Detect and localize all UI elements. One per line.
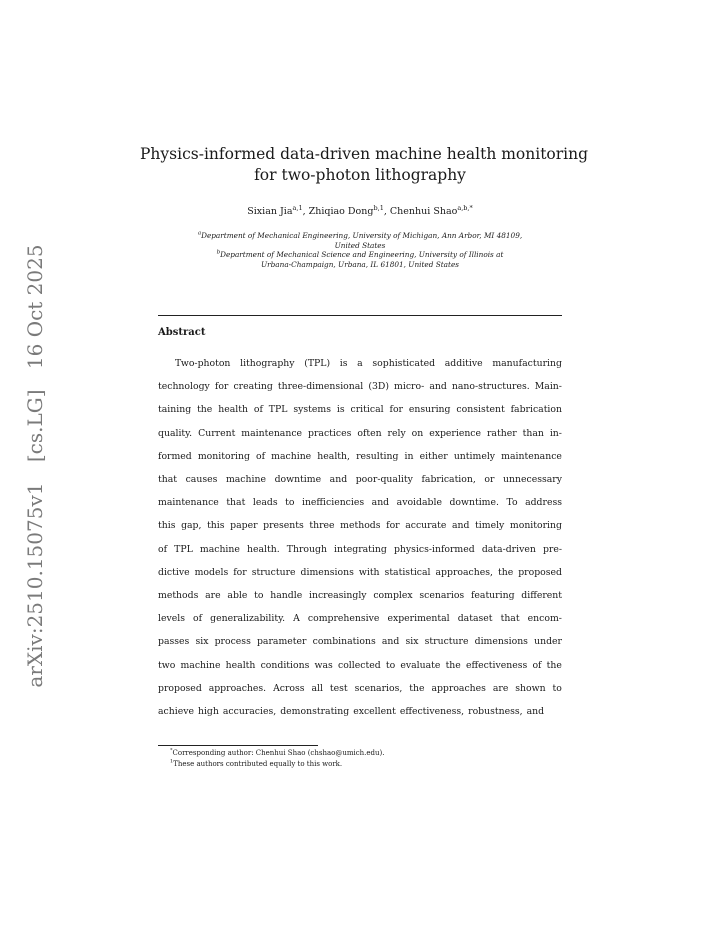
- abstract-word: for: [386, 520, 400, 532]
- abstract-word: systems: [293, 404, 331, 416]
- affiliation-mark: a: [197, 230, 202, 237]
- abstract-word: pre-: [542, 543, 562, 555]
- abstract-rule: [158, 315, 562, 316]
- abstract-word: (TPL): [304, 358, 331, 369]
- abstract-word: six: [405, 636, 419, 648]
- abstract-line: [158, 544, 562, 556]
- footnote-rule: [158, 745, 318, 746]
- abstract-word: rather: [486, 427, 517, 439]
- abstract-word: was: [314, 659, 333, 671]
- abstract-word: three-dimensional: [277, 381, 364, 393]
- abstract-word: dictive: [158, 566, 190, 578]
- abstract-word: timely: [475, 520, 505, 532]
- abstract-word: approaches,: [435, 566, 493, 578]
- arxiv-identifier: [23, 244, 47, 687]
- abstract-word: structure: [251, 566, 296, 578]
- abstract-word: effectiveness: [465, 659, 528, 671]
- abstract-word: resulting: [356, 450, 399, 462]
- abstract-word: gap,: [181, 520, 202, 532]
- abstract-word: a: [357, 358, 363, 369]
- abstract-word: monitoring: [509, 520, 562, 532]
- abstract-word: TPL: [268, 404, 288, 416]
- author-name: Sixian Jia: [247, 206, 293, 217]
- abstract-word: experimental: [387, 613, 450, 625]
- abstract-word: methods: [158, 590, 199, 601]
- footnote-text: Corresponding author: Chenhui Shao (chshao@umich.edu).: [172, 749, 385, 757]
- abstract-word: are: [492, 682, 509, 694]
- abstract-word: maintenance: [158, 497, 219, 509]
- abstract-word: high: [197, 706, 219, 717]
- abstract-word: of: [532, 659, 542, 671]
- abstract-word: taining: [158, 404, 192, 416]
- footnote-mark: 1: [170, 758, 174, 765]
- abstract-word: additive: [444, 358, 483, 369]
- abstract-word: proposed: [518, 566, 562, 578]
- abstract-word: is: [339, 358, 348, 369]
- abstract-word: avoidable: [396, 497, 442, 509]
- abstract-word: accuracies,: [222, 706, 277, 717]
- author-affil-mark: a,b,*: [457, 203, 473, 212]
- abstract-word: to: [385, 659, 396, 671]
- abstract-word: methods: [340, 520, 381, 532]
- abstract-word: experience: [429, 427, 482, 439]
- abstract-word: demonstrating: [280, 706, 350, 717]
- abstract-word: and: [451, 520, 470, 532]
- abstract-word: are: [205, 590, 221, 601]
- abstract-word: and: [329, 474, 348, 485]
- affiliations: [140, 231, 580, 269]
- title-line: Physics-informed data-driven machine health monitoring: [140, 145, 589, 163]
- abstract-word: quality.: [158, 427, 193, 439]
- abstract-word: or: [484, 474, 495, 485]
- abstract-word: the: [409, 682, 425, 694]
- abstract-word: two: [158, 659, 176, 671]
- author-name: Zhiqiao Dong: [308, 206, 374, 217]
- abstract-word: scenarios: [419, 590, 465, 601]
- abstract-word: fabrication,: [421, 474, 476, 485]
- abstract-word: approaches.: [208, 682, 267, 694]
- abstract-word: practices: [308, 427, 352, 439]
- abstract-word: data-driven: [481, 543, 536, 555]
- abstract-word: is: [336, 404, 345, 416]
- abstract-word: and: [526, 706, 545, 717]
- abstract-word: conditions: [260, 659, 310, 671]
- footnote-corresponding: [170, 749, 384, 758]
- abstract-word: scenarios,: [354, 682, 403, 694]
- abstract-word: monitoring: [197, 450, 250, 462]
- abstract-word: passes: [158, 636, 190, 648]
- abstract-word: for: [233, 566, 247, 578]
- abstract-word: the: [197, 404, 213, 416]
- abstract-word: dimensions: [474, 636, 528, 648]
- abstract-word: of: [253, 404, 263, 416]
- abstract-word: this: [207, 520, 225, 532]
- abstract-word: and: [381, 636, 400, 648]
- abstract-word: and: [371, 497, 390, 509]
- abstract-word: Two-photon: [175, 358, 231, 369]
- abstract-word: (3D): [368, 381, 389, 393]
- abstract-line: [158, 636, 562, 648]
- abstract-line: [158, 613, 562, 625]
- abstract-word: To: [506, 497, 518, 509]
- abstract-word: that: [500, 613, 520, 625]
- abstract-word: for: [389, 404, 403, 416]
- abstract-word: maintenance: [501, 450, 562, 462]
- abstract-word: TPL: [174, 543, 193, 555]
- abstract-word: unnecessary: [503, 474, 562, 485]
- abstract-word: address: [525, 497, 562, 509]
- abstract-word: featuring: [470, 590, 515, 601]
- abstract-word: the: [445, 659, 461, 671]
- abstract-word: of: [158, 543, 168, 555]
- abstract-word: on: [411, 427, 424, 439]
- abstract-word: of: [256, 450, 266, 462]
- abstract-word: creating: [233, 381, 273, 393]
- affiliation-a-cont: United States: [334, 240, 386, 250]
- abstract-word: health: [225, 659, 256, 671]
- abstract-word: rely: [387, 427, 406, 439]
- abstract-word: than: [522, 427, 544, 439]
- abstract-word: micro-: [394, 381, 425, 393]
- abstract-word: that: [226, 497, 246, 509]
- abstract-line: [158, 683, 562, 695]
- abstract-word: poor-quality: [355, 474, 413, 485]
- abstract-word: for: [214, 381, 229, 393]
- arxiv-category: [cs.LG]: [23, 389, 47, 463]
- abstract-word: excellent: [353, 706, 396, 717]
- abstract-word: three: [309, 520, 335, 532]
- abstract-word: health,: [317, 450, 350, 462]
- abstract-line: [158, 404, 562, 416]
- abstract-word: six: [195, 636, 209, 648]
- abstract-word: under: [534, 636, 562, 648]
- abstract-word: comprehensive: [307, 613, 380, 625]
- affiliation-b-cont: Urbana-Champaign, Urbana, IL 61801, United States: [260, 259, 460, 269]
- abstract-word: shown: [515, 682, 546, 694]
- abstract-heading: Abstract: [158, 327, 206, 338]
- abstract-word: presents: [263, 520, 304, 532]
- abstract-word: leads: [252, 497, 278, 509]
- abstract-line: [158, 706, 562, 718]
- abstract-word: health.: [247, 543, 280, 555]
- abstract-word: of: [193, 613, 203, 625]
- abstract-word: sophisticated: [372, 358, 436, 369]
- abstract-word: complex: [373, 590, 413, 601]
- abstract-line: [158, 451, 562, 463]
- abstract-word: integrating: [334, 543, 387, 555]
- arxiv-date: 16 Oct 2025: [23, 244, 47, 370]
- abstract-line: [175, 358, 562, 370]
- abstract-line: [158, 590, 562, 602]
- abstract-line: [158, 474, 562, 486]
- abstract-word: accurate: [405, 520, 447, 532]
- abstract-word: A: [293, 613, 300, 625]
- abstract-word: dataset: [457, 613, 493, 625]
- abstract-word: with: [358, 566, 380, 578]
- abstract-word: downtime: [274, 474, 322, 485]
- footnote-text: These authors contributed equally to this work.: [173, 760, 343, 768]
- abstract-word: the: [546, 659, 562, 671]
- abstract-word: manufacturing: [492, 358, 562, 369]
- abstract-word: all: [311, 682, 323, 694]
- abstract-word: robustness,: [468, 706, 523, 717]
- abstract-word: combinations: [312, 636, 376, 648]
- title-line: for two-photon lithography: [254, 166, 466, 184]
- affiliation-text: Department of Mechanical Science and Engineering, University of Illinois at: [220, 250, 504, 260]
- abstract-word: achieve: [158, 706, 194, 717]
- abstract-word: approaches: [431, 682, 486, 694]
- author-affil-mark: a,1: [292, 203, 303, 212]
- abstract-word: Current: [198, 427, 236, 439]
- abstract-word: encom-: [527, 613, 562, 625]
- abstract-word: increasingly: [308, 590, 367, 601]
- abstract-word: critical: [350, 404, 384, 416]
- abstract-word: statistical: [384, 566, 431, 578]
- abstract-word: health: [218, 404, 248, 416]
- abstract-word: proposed: [158, 682, 202, 694]
- abstract-word: test: [329, 682, 348, 694]
- abstract-word: downtime.: [449, 497, 499, 509]
- abstract-line: [158, 660, 562, 672]
- footnote-mark: *: [170, 747, 173, 754]
- abstract-word: parameter: [256, 636, 307, 648]
- abstract-word: paper: [230, 520, 258, 532]
- abstract-word: process: [214, 636, 251, 648]
- abstract-word: to: [552, 682, 562, 694]
- abstract-word: lithography: [240, 358, 295, 369]
- abstract-word: fabrication: [510, 404, 562, 416]
- abstract-word: handle: [270, 590, 303, 601]
- author-name: Chenhui Shao: [389, 206, 458, 217]
- abstract-word: evaluate: [400, 659, 441, 671]
- abstract-word: dimensions: [300, 566, 354, 578]
- abstract-word: either: [419, 450, 448, 462]
- author-affil-mark: b,1: [373, 203, 384, 212]
- abstract-word: able: [227, 590, 248, 601]
- abstract-word: Through: [286, 543, 327, 555]
- abstract-word: causes: [185, 474, 218, 485]
- abstract-line: [158, 567, 562, 579]
- abstract-word: ensuring: [408, 404, 451, 416]
- abstract-word: different: [521, 590, 562, 601]
- abstract-word: in-: [549, 427, 562, 439]
- abstract-word: to: [254, 590, 264, 601]
- abstract-line: [158, 520, 562, 532]
- abstract-word: Across: [273, 682, 305, 694]
- abstract-word: levels: [158, 613, 185, 625]
- arxiv-id: arXiv:2510.15075v1: [23, 482, 47, 688]
- abstract-word: machine: [225, 474, 266, 485]
- abstract-word: that: [158, 474, 178, 485]
- affiliation-mark: b: [216, 249, 221, 256]
- abstract-word: to: [285, 497, 295, 509]
- abstract-word: in: [404, 450, 414, 462]
- abstract-word: physics-informed: [393, 543, 475, 555]
- abstract-line: [158, 428, 562, 440]
- abstract-line: [158, 497, 562, 509]
- affiliation-a: [140, 231, 580, 241]
- abstract-word: machine: [271, 450, 312, 462]
- abstract-word: formed: [158, 450, 192, 462]
- affiliation-b: [140, 250, 580, 260]
- abstract-word: structure: [424, 636, 469, 648]
- affiliation-text: Department of Mechanical Engineering, University of Michigan, Ann Arbor, MI 48109,: [201, 231, 523, 240]
- abstract-word: machine: [199, 543, 240, 555]
- footnote-equal-contribution: [170, 760, 342, 769]
- abstract-word: maintenance: [241, 427, 303, 439]
- abstract-word: generalizability.: [210, 613, 286, 625]
- abstract-word: models: [194, 566, 229, 578]
- abstract-word: technology: [158, 381, 210, 393]
- abstract-word: consistent: [456, 404, 505, 416]
- paper-title: [140, 144, 589, 186]
- abstract-word: the: [497, 566, 514, 578]
- abstract-word: effectiveness,: [399, 706, 465, 717]
- abstract-word: machine: [180, 659, 221, 671]
- abstract-word: nano-structures.: [451, 381, 530, 393]
- abstract-word: Main-: [534, 381, 562, 393]
- abstract-word: inefficiencies: [301, 497, 365, 509]
- abstract-line: [158, 381, 562, 393]
- abstract-word: often: [357, 427, 382, 439]
- author-list: Sixian Jia$^{a,1}$, Zhiqiao Dong$^{b,1}$, Chenhui Shao$^{a,b,*}$: [247, 203, 473, 217]
- abstract-word: and: [429, 381, 447, 393]
- abstract-word: collected: [338, 659, 381, 671]
- abstract-word: this: [158, 520, 176, 532]
- abstract-word: untimely: [453, 450, 496, 462]
